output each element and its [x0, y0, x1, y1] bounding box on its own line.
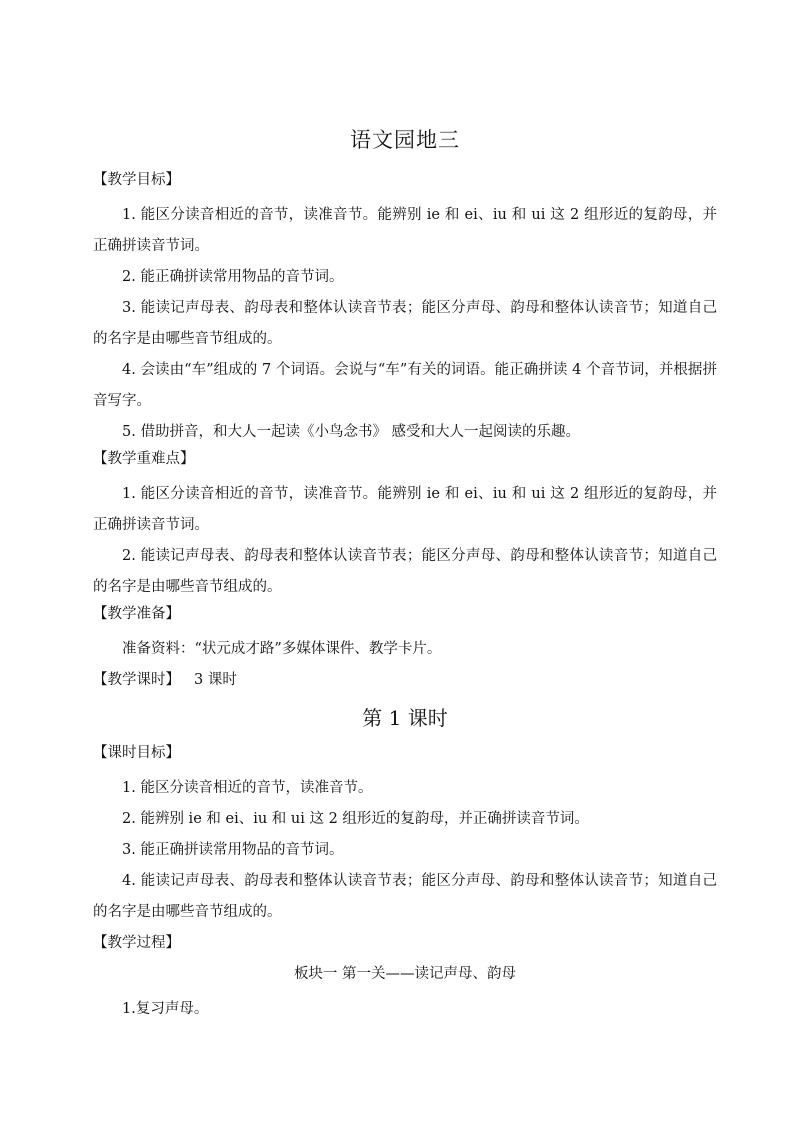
section-heading: 【教学目标】 [93, 172, 180, 188]
paragraph: 1. 能区分读音相近的音节，读准音节。能辨别 ie 和 ei、iu 和 ui 这 2 组形近的复韵母，并正确拼读音节词。 [93, 486, 717, 533]
lesson-title: 第 1 课时 [362, 706, 448, 730]
paragraph: 3. 能正确拼读常用物品的音节词。 [122, 842, 344, 858]
section-heading: 【课时目标】 [93, 745, 180, 761]
class-hours-value: 3 课时 [194, 672, 237, 688]
section-heading: 【教学重难点】 [93, 451, 195, 467]
section-preparation [93, 603, 717, 665]
paragraph: 2. 能辨别 ie 和 ei、iu 和 ui 这 2 组形近的复韵母，并正确拼读音节词。 [122, 811, 589, 827]
section-heading: 【教学准备】 [93, 606, 180, 622]
paragraph: 1.复习声母。 [122, 1001, 209, 1017]
paragraph: 1. 能区分读音相近的音节，读准音节。 [122, 780, 373, 796]
section-teaching-goals [93, 169, 717, 448]
paragraph: 1. 能区分读音相近的音节，读准音节。能辨别 ie 和 ei、iu 和 ui 这 2 组形近的复韵母，并正确拼读音节词。 [93, 207, 717, 254]
document-content [93, 125, 717, 1025]
paragraph: 3. 能读记声母表、韵母表和整体认读音节表；能区分声母、韵母和整体认读音节；知道自己的名字是由哪些音节组成的。 [93, 300, 717, 347]
section-class-hours [93, 665, 717, 696]
section-heading: 【教学课时】 [93, 672, 180, 688]
section-heading: 【教学过程】 [93, 935, 180, 951]
paragraph: 2. 能读记声母表、韵母表和整体认读音节表；能区分声母、韵母和整体认读音节；知道自己的名字是由哪些音节组成的。 [93, 548, 717, 595]
paragraph: 5. 借助拼音，和大人一起读《小鸟念书》 感受和大人一起阅读的乐趣。 [122, 424, 581, 440]
section-lesson-goals [93, 742, 717, 928]
paragraph: 4. 会读由“车”组成的 7 个词语。会说与“车”有关的词语。能正确拼读 4 个音节词，并根据拼音写字。 [93, 362, 717, 409]
document-title: 语文园地三 [350, 128, 460, 152]
paragraph: 准备资料：“状元成才路”多媒体课件、教学卡片。 [122, 641, 442, 657]
paragraph: 4. 能读记声母表、韵母表和整体认读音节表；能区分声母、韵母和整体认读音节；知道自己的名字是由哪些音节组成的。 [93, 873, 717, 920]
paragraph: 2. 能正确拼读常用物品的音节词。 [122, 269, 344, 285]
section-key-points [93, 448, 717, 603]
block-title: 板块一 第一关——读记声母、韵母 [293, 966, 517, 982]
